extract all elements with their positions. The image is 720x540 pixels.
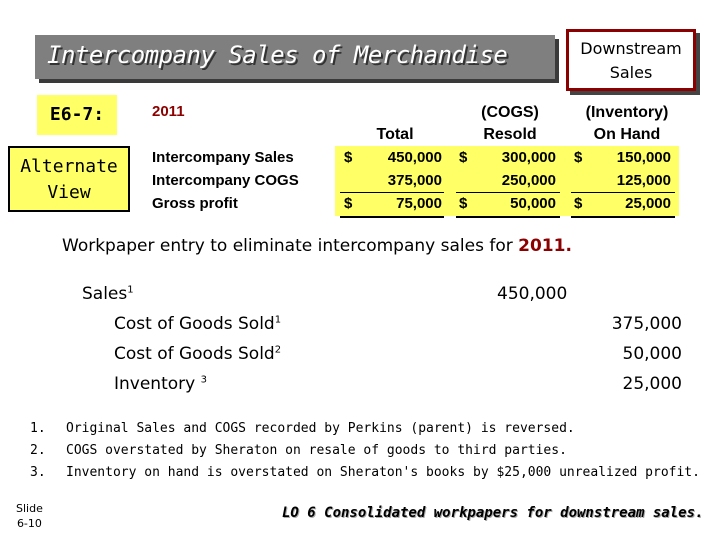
dollar-sign: $ <box>459 149 468 166</box>
cell-gross-resold: 50,000 <box>510 195 556 212</box>
learning-objective: LO 6 Consolidated workpapers for downstream sales. <box>282 505 704 521</box>
slide-line-2: 6-10 <box>16 517 42 530</box>
workpaper-intro <box>62 236 572 256</box>
dollar-sign: $ <box>574 195 583 212</box>
note-text: Inventory on hand is overstated on Sheraton's books by $25,000 unrealized profit. <box>66 465 700 480</box>
entry-note-ref: 1 <box>274 314 282 326</box>
row-label-sales: Intercompany Sales <box>152 149 294 166</box>
entry-account: Sales <box>82 284 128 304</box>
entry-account: Inventory <box>114 374 196 394</box>
tag-line-2: Sales <box>609 63 653 82</box>
cell-cogs-total: 375,000 <box>387 172 442 189</box>
entry-account: Cost of Goods Sold <box>114 344 275 364</box>
cell-sales-total: 450,000 <box>387 149 442 166</box>
downstream-tag <box>566 29 696 91</box>
entry-note-ref: 3 <box>200 374 207 386</box>
total-double-rule <box>571 216 675 218</box>
entry-credit: 375,000 <box>611 314 682 334</box>
intro-text: Workpaper entry to eliminate intercompany sales for <box>62 236 513 256</box>
subtotal-rule <box>571 192 675 193</box>
cell-sales-resold: 300,000 <box>501 149 556 166</box>
alt-line-1: Alternate <box>20 156 118 177</box>
entry-debit: 450,000 <box>497 284 568 304</box>
cell-sales-onhand: 150,000 <box>616 149 671 166</box>
dollar-sign: $ <box>574 149 583 166</box>
note-number: 2. <box>30 443 46 458</box>
slide-line-1: Slide <box>16 502 43 515</box>
exercise-code: E6-7: <box>37 95 117 135</box>
tag-line-1: Downstream <box>580 39 682 58</box>
col-total: Total <box>376 126 414 143</box>
entry-sales <box>82 284 134 304</box>
slide-number <box>16 501 43 531</box>
col-resold-top: (COGS) <box>481 104 539 121</box>
entry-inventory <box>114 374 207 394</box>
col-onhand-top: (Inventory) <box>585 104 669 121</box>
title-banner <box>35 35 555 79</box>
note-number: 1. <box>30 421 46 436</box>
dollar-sign: $ <box>344 149 353 166</box>
cell-cogs-resold: 250,000 <box>501 172 556 189</box>
col-onhand: On Hand <box>593 126 661 143</box>
entry-note-ref: 1 <box>127 284 134 296</box>
dollar-sign: $ <box>459 195 468 212</box>
note-text: Original Sales and COGS recorded by Perkins (parent) is reversed. <box>66 421 575 436</box>
table-year: 2011 <box>152 103 185 120</box>
alt-line-2: View <box>47 182 91 203</box>
total-double-rule <box>340 216 444 218</box>
cell-gross-onhand: 25,000 <box>625 195 671 212</box>
entry-cogs-2 <box>114 344 281 364</box>
subtotal-rule <box>340 192 444 193</box>
total-double-rule <box>456 216 560 218</box>
row-label-gross: Gross profit <box>152 195 238 212</box>
note-number: 3. <box>30 465 46 480</box>
entry-note-ref: 2 <box>274 344 282 356</box>
alternate-view-box <box>8 146 130 212</box>
col-resold: Resold <box>483 126 537 143</box>
intro-year: 2011. <box>518 236 572 256</box>
dollar-sign: $ <box>344 195 353 212</box>
cell-cogs-onhand: 125,000 <box>616 172 671 189</box>
row-label-cogs: Intercompany COGS <box>152 172 299 189</box>
entry-credit: 25,000 <box>622 374 682 394</box>
entry-credit: 50,000 <box>622 344 682 364</box>
note-text: COGS overstated by Sheraton on resale of goods to third parties. <box>66 443 567 458</box>
subtotal-rule <box>456 192 560 193</box>
entry-account: Cost of Goods Sold <box>114 314 275 334</box>
slide-title: Intercompany Sales of Merchandise <box>47 41 508 69</box>
cell-gross-total: 75,000 <box>396 195 442 212</box>
entry-cogs-1 <box>114 314 281 334</box>
